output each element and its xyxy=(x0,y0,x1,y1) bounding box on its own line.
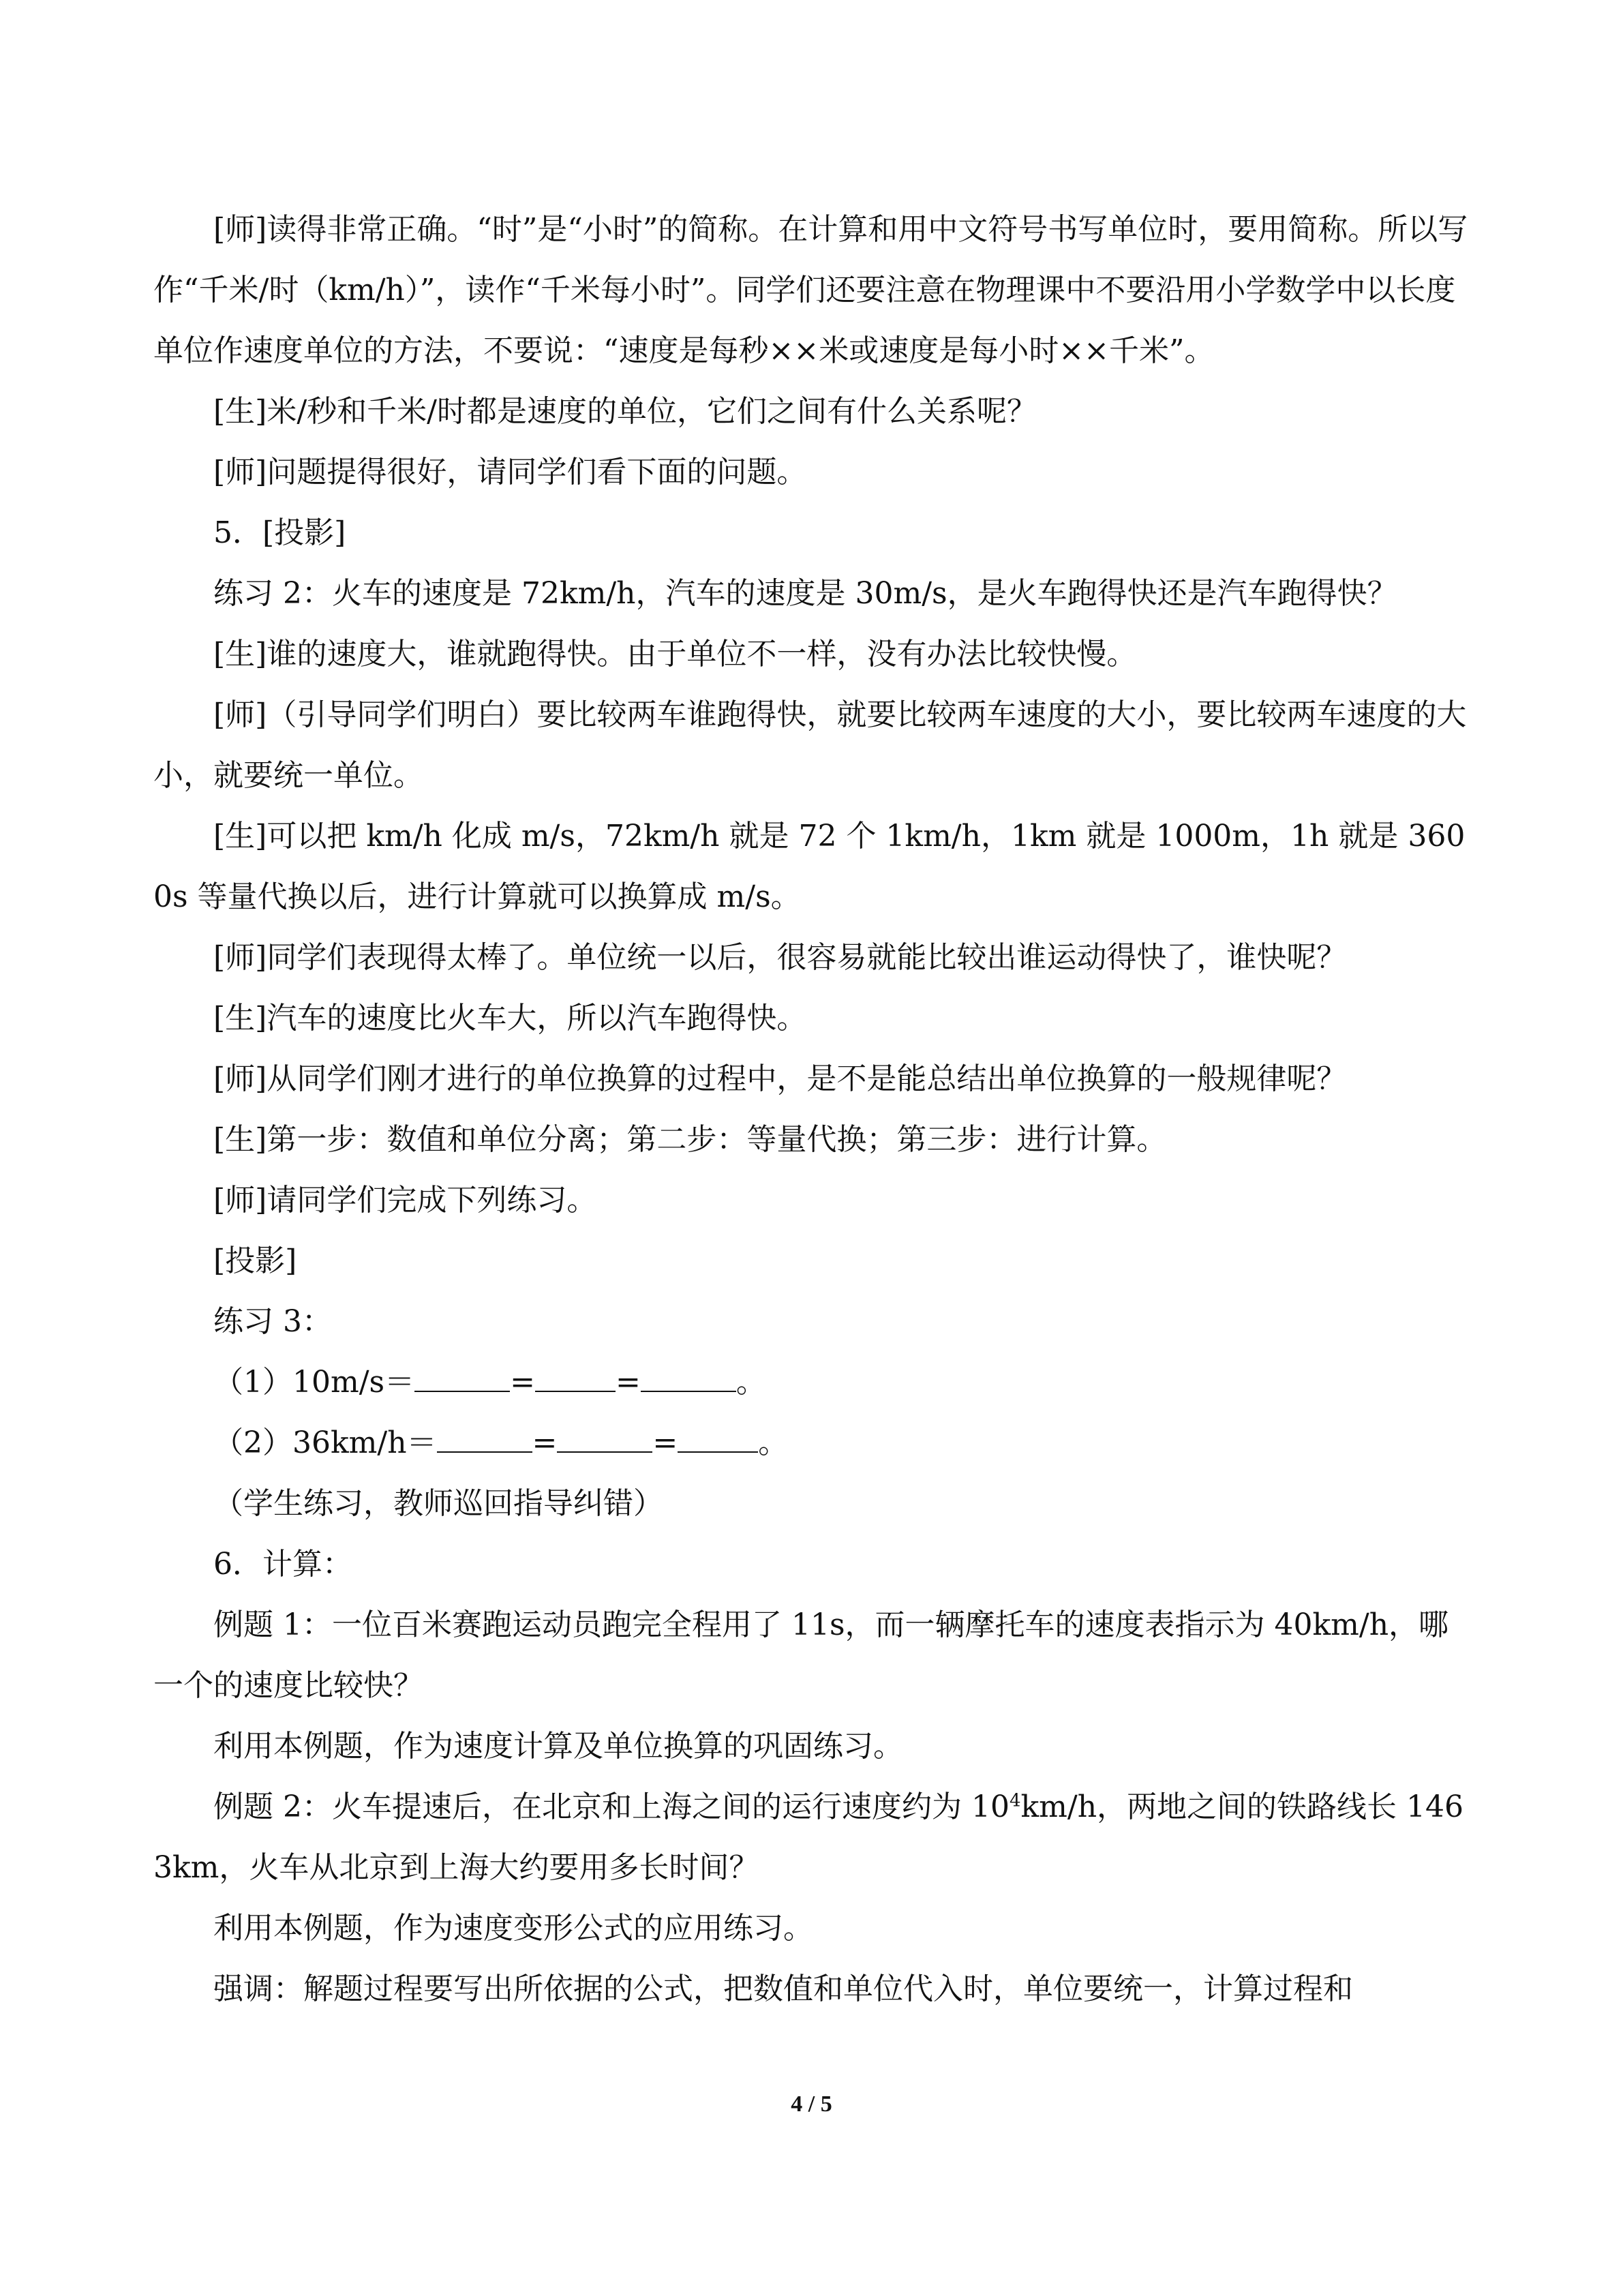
paragraph: 利用本例题，作为速度变形公式的应用练习。 xyxy=(213,1911,813,1946)
answer-blank xyxy=(641,1366,736,1392)
period: 。 xyxy=(758,1425,789,1460)
paragraph: [师]从同学们刚才进行的单位换算的过程中，是不是能总结出单位换算的一般规律呢？ xyxy=(213,1061,1347,1096)
exercise-item-2 xyxy=(153,1413,1476,1473)
equals-sign: = xyxy=(615,1365,641,1400)
page-number: 4 / 5 xyxy=(791,2091,832,2117)
period: 。 xyxy=(735,1365,766,1400)
exercise-item-2-prefix: （2）36km/h＝ xyxy=(213,1425,437,1460)
answer-blank xyxy=(557,1427,652,1453)
example-2-text-after: km/h，两地之间的铁路线长 1463km，火车从北京到上海大约要用多长时间？ xyxy=(153,1789,1464,1885)
example-2-text-before: 例题 2：火车提速后，在北京和上海之间的运行速度约为 10 xyxy=(213,1789,1010,1824)
answer-blank xyxy=(414,1366,510,1392)
paragraph: [师]读得非常正确。“时”是“小时”的简称。在计算和用中文符号书写单位时，要用简称。所以写作“千米/时（km/h）”，读作“千米每小时”。同学们还要注意在物理课中不要沿用小学数学中以长度单位作速度单位的方法，不要说：“速度是每秒××米或速度是每小时××千米”。 xyxy=(153,212,1468,368)
paragraph: 利用本例题，作为速度计算及单位换算的巩固练习。 xyxy=(213,1729,903,1764)
paragraph: [师]（引导同学们明白）要比较两车谁跑得快，就要比较两车速度的大小，要比较两车速度的大小，就要统一单位。 xyxy=(153,697,1467,793)
paragraph: 6．计算： xyxy=(213,1547,352,1582)
paragraph: [生]米/秒和千米/时都是速度的单位，它们之间有什么关系呢？ xyxy=(213,394,1037,429)
paragraph: [生]谁的速度大，谁就跑得快。由于单位不一样，没有办法比较快慢。 xyxy=(213,637,1137,671)
paragraph: [生]汽车的速度比火车大，所以汽车跑得快。 xyxy=(213,1001,807,1036)
paragraph: [师]同学们表现得太棒了。单位统一以后，很容易就能比较出谁运动得快了，谁快呢？ xyxy=(213,940,1347,975)
paragraph: [师]请同学们完成下列练习。 xyxy=(213,1183,597,1218)
paragraph: [生]第一步：数值和单位分离；第二步：等量代换；第三步：进行计算。 xyxy=(213,1122,1167,1157)
paragraph: 5．[投影] xyxy=(213,515,346,550)
exercise-item-1-prefix: （1）10m/s＝ xyxy=(213,1365,415,1400)
document-body xyxy=(153,199,1476,2019)
equals-sign: = xyxy=(510,1365,535,1400)
paragraph: 练习 2：火车的速度是 72km/h，汽车的速度是 30m/s，是火车跑得快还是汽车跑得快？ xyxy=(213,576,1397,611)
paragraph: 强调：解题过程要写出所依据的公式，把数值和单位代入时，单位要统一，计算过程和 xyxy=(213,1972,1353,2006)
exercise-item-1 xyxy=(153,1352,1476,1413)
paragraph: [生]可以把 km/h 化成 m/s，72km/h 就是 72 个 1km/h，1km 就是 1000m，1h 就是 3600s 等量代换以后，进行计算就可以换算成 m/s。 xyxy=(153,819,1466,914)
answer-blank xyxy=(535,1366,616,1392)
equals-sign: = xyxy=(532,1425,558,1460)
paragraph: （学生练习，教师巡回指导纠错） xyxy=(213,1486,663,1521)
paragraph: [投影] xyxy=(213,1243,297,1278)
paragraph: 例题 1：一位百米赛跑运动员跑完全程用了 11s，而一辆摩托车的速度表指示为 40km/h，哪一个的速度比较快？ xyxy=(153,1607,1449,1703)
paragraph: 练习 3： xyxy=(213,1304,332,1339)
answer-blank xyxy=(437,1427,532,1453)
example-2 xyxy=(153,1777,1476,1898)
equals-sign: = xyxy=(652,1425,678,1460)
answer-blank xyxy=(678,1427,758,1453)
paragraph: [师]问题提得很好，请同学们看下面的问题。 xyxy=(213,455,807,489)
exponent: 4 xyxy=(1009,1790,1021,1811)
